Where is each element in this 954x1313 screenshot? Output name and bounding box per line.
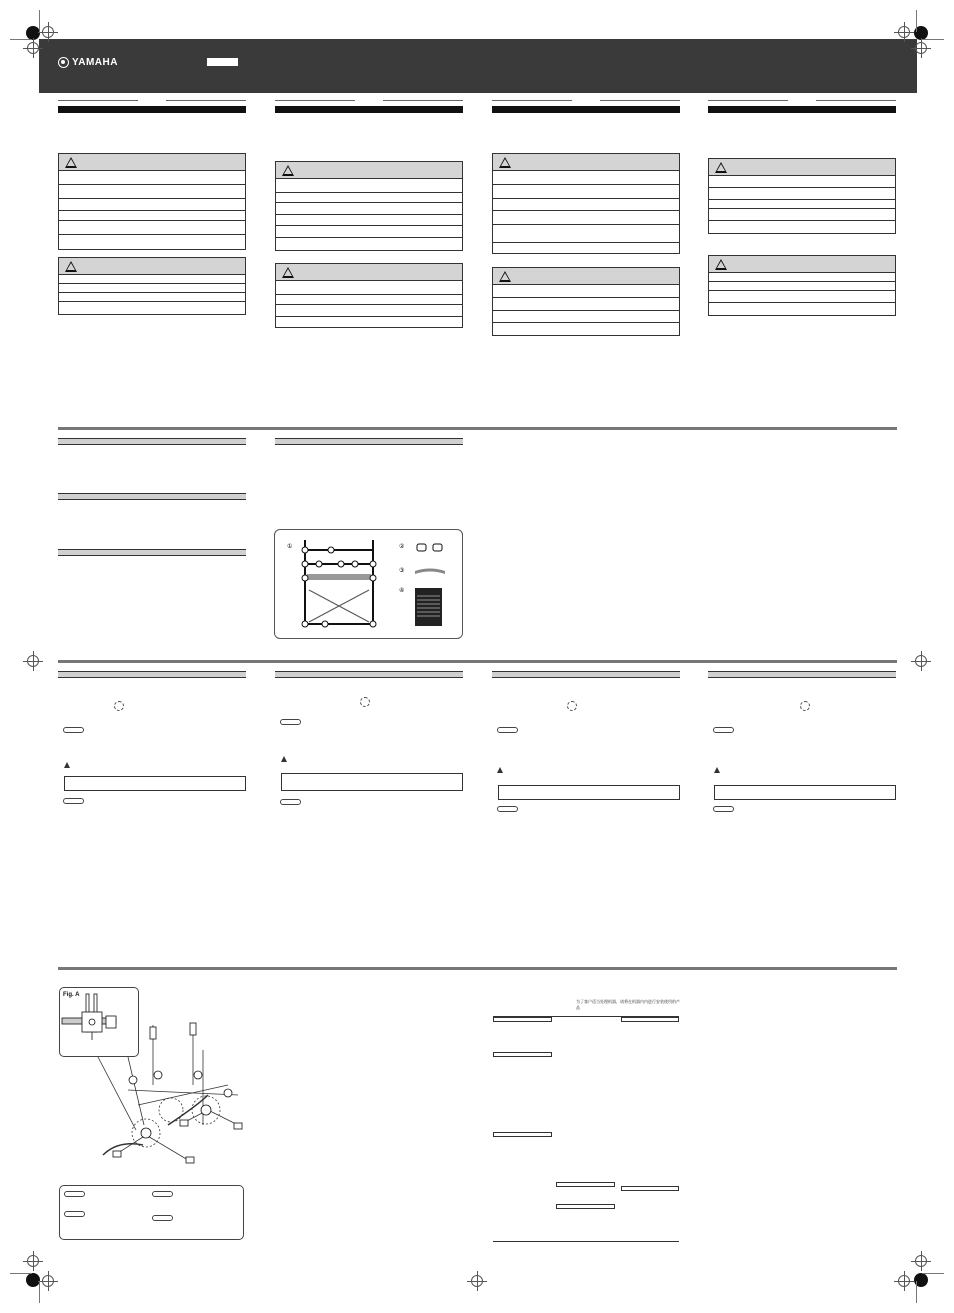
- table-heading-bar: [556, 1182, 615, 1187]
- registration-mark-icon: [898, 26, 910, 38]
- warning-box: [275, 161, 463, 251]
- header-tag: [207, 58, 238, 66]
- header-band: [39, 39, 917, 93]
- language-column-4: [708, 100, 896, 320]
- yamaha-logo-icon: [58, 57, 69, 68]
- warning-box: [58, 153, 246, 250]
- caution-note-box: [281, 773, 463, 791]
- caution-box: [708, 255, 896, 316]
- section-heading-bar: [708, 671, 896, 678]
- column-title-bar: [58, 106, 246, 113]
- brand-name: YAMAHA: [72, 57, 118, 68]
- caution-note-box: [498, 785, 680, 800]
- registration-mark-icon: [915, 655, 927, 667]
- note-tag: [713, 727, 734, 733]
- drum-rack-parts-diagram: [275, 530, 464, 640]
- column-title-bar: [492, 106, 680, 113]
- registration-mark-icon: [898, 1275, 910, 1287]
- caution-triangle-icon: [715, 259, 727, 270]
- caution-triangle-icon: [65, 261, 77, 272]
- caution-triangle-icon: [64, 762, 70, 768]
- language-column-2: [275, 100, 463, 335]
- trim-mark: [39, 1281, 40, 1303]
- section-heading-bar: [275, 671, 463, 678]
- table-heading-bar: [493, 1132, 552, 1137]
- registration-mark-icon: [915, 1255, 927, 1267]
- section-heading-bar: [275, 438, 463, 445]
- caution-triangle-icon: [282, 267, 294, 278]
- warning-box: [492, 153, 680, 254]
- warning-triangle-icon: [65, 157, 77, 168]
- registration-mark-icon: [42, 1275, 54, 1287]
- note-tag: [497, 806, 518, 812]
- figure-label: Fig. A: [63, 992, 80, 998]
- language-column-1: [58, 100, 246, 320]
- clamp-detail-drawing: [60, 988, 140, 1058]
- table-heading-bar: [621, 1186, 679, 1191]
- trim-mark: [916, 10, 917, 32]
- trim-mark: [922, 1273, 944, 1274]
- registration-mark-icon: [27, 1255, 39, 1267]
- registration-mark-icon: [915, 42, 927, 54]
- note-tag: [63, 798, 84, 804]
- table-heading-bar: [556, 1204, 615, 1209]
- caution-triangle-icon: [499, 271, 511, 282]
- section-heading-bar: [58, 549, 246, 556]
- trim-mark: [39, 10, 40, 32]
- section-divider: [58, 967, 897, 970]
- trim-mark: [10, 1273, 32, 1274]
- table-rule: [493, 1241, 679, 1242]
- registration-mark-icon: [27, 42, 39, 54]
- table-heading-bar: [493, 1052, 552, 1057]
- section-heading-bar: [58, 438, 246, 445]
- parts-label: ①: [287, 543, 293, 550]
- section-divider: [58, 660, 897, 663]
- trim-mark: [922, 39, 944, 40]
- warning-triangle-icon: [715, 162, 727, 173]
- crop-circle-icon: [26, 1273, 40, 1287]
- assembly-notes-box: [59, 1185, 244, 1240]
- registration-mark-icon: [27, 655, 39, 667]
- warning-box: [708, 158, 896, 234]
- note-tag: [497, 727, 518, 733]
- parts-label: ③: [399, 567, 405, 574]
- column-title-bar: [708, 106, 896, 113]
- language-column-3: [492, 100, 680, 340]
- note-tag: [64, 1191, 85, 1197]
- caution-box: [275, 263, 463, 328]
- registration-mark-icon: [42, 26, 54, 38]
- caution-triangle-icon: [714, 767, 720, 773]
- trim-mark: [916, 1281, 917, 1303]
- note-tag: [280, 799, 301, 805]
- note-tag: [152, 1191, 173, 1197]
- section-heading-bar: [492, 671, 680, 678]
- registration-mark-icon: [471, 1275, 483, 1287]
- caution-box: [58, 257, 246, 315]
- caution-note-box: [64, 776, 246, 791]
- china-disposal-notice: 为了客户适当处理机器，请将在机器内内进行安装使用的产品: [576, 999, 680, 1010]
- trim-mark: [10, 39, 32, 40]
- brand-logo: [58, 57, 118, 68]
- note-tag: [64, 1211, 85, 1217]
- note-tag: [152, 1215, 173, 1221]
- step-number-circle: [114, 701, 124, 711]
- parts-label: ②: [399, 543, 405, 550]
- table-rule: [493, 1016, 679, 1017]
- caution-triangle-icon: [497, 767, 503, 773]
- section-heading-bar: [58, 671, 246, 678]
- note-tag: [63, 727, 84, 733]
- step-number-circle: [800, 701, 810, 711]
- column-title-bar: [275, 106, 463, 113]
- warning-triangle-icon: [282, 165, 294, 176]
- parts-label: ④: [399, 587, 405, 594]
- note-tag: [280, 719, 301, 725]
- caution-triangle-icon: [281, 756, 287, 762]
- warning-triangle-icon: [499, 157, 511, 168]
- section-divider: [58, 427, 897, 430]
- section-heading-bar: [58, 493, 246, 500]
- table-heading-bar: [493, 1017, 552, 1022]
- parts-list-illustration: [274, 529, 463, 639]
- step-number-circle: [567, 701, 577, 711]
- table-heading-bar: [621, 1017, 679, 1022]
- caution-box: [492, 267, 680, 336]
- step-number-circle: [360, 697, 370, 707]
- caution-note-box: [714, 785, 896, 800]
- note-tag: [713, 806, 734, 812]
